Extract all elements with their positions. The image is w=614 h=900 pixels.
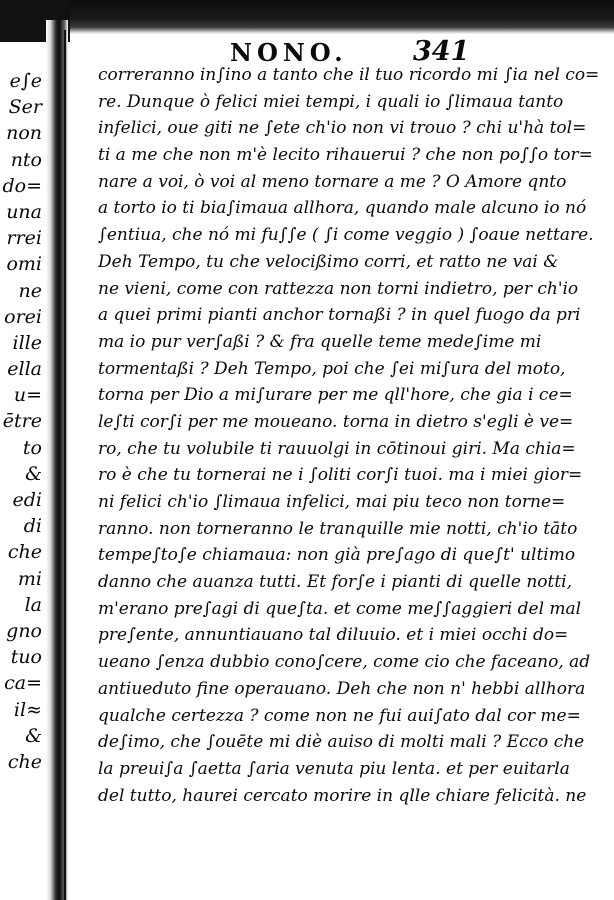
body-text-line: ma io pur ver∫aßi ? & fra quelle teme mede∫ime mi: [98, 331, 542, 352]
body-text-line: torna per Dio a mi∫urare per me qll'hore, che gia i ce=: [98, 385, 573, 406]
page-number: 341: [413, 36, 470, 67]
body-text-line: a torto io ti bia∫imaua allhora, quando male alcuno io nó: [98, 198, 587, 219]
body-text-line: m'erano pre∫agi di que∫ta. et come me∫∫aggieri del mal: [98, 598, 582, 619]
body-text-line: le∫ti cor∫i per me moueano. torna in dietro s'egli è ve=: [98, 411, 574, 432]
left-page-fragment-line: e∫e: [9, 70, 42, 92]
body-text-line: ne vieni, come con rattezza non torni indietro, per ch'io: [98, 278, 579, 299]
left-page-fragment-line: una: [6, 200, 42, 223]
left-page-fragment-line: nto: [10, 148, 42, 171]
body-text-line: danno che auanza tutti. Et for∫e i pianti di quelle notti,: [98, 572, 573, 593]
body-text-line: re. Dunque ò felici miei tempi, i quali io ∫limaua tanto: [98, 91, 564, 112]
body-text-line: a quei primi pianti anchor tornaßi ? in quel fuogo da pri: [98, 305, 581, 326]
left-page-fragment-line: non: [6, 122, 42, 145]
left-page-fragment-line: di: [23, 515, 42, 538]
left-page-fragment-line: ca=: [4, 672, 42, 695]
body-text-line: correranno in∫ino a tanto che il tuo ricordo mi ∫ia nel co=: [98, 65, 600, 85]
left-page-fragment-line: ne: [18, 279, 42, 302]
body-text-line: ueano ∫enza dubbio cono∫cere, come cio che faceano, ad: [98, 652, 591, 673]
left-page-fragment-line: rrei: [6, 227, 42, 250]
body-text-line: ti a me che non m'è lecito rihauerui ? che non po∫∫o tor=: [98, 145, 593, 166]
left-page-fragment-line: to: [22, 436, 42, 459]
body-text-line: de∫imo, che ∫ouēte mi diè auiso di molti mali ? Ecco che: [98, 732, 585, 753]
body-text-line: del tutto, haurei cercato morire in qlle chiare felicità. ne: [98, 785, 587, 806]
left-page-fragment-line: gno: [6, 619, 42, 642]
left-page-fragment-line: il≈: [13, 698, 42, 721]
body-text: [98, 62, 600, 809]
body-text-line: Deh Tempo, tu che velocißimo corri, et ratto ne vai &: [98, 251, 559, 272]
scan-top-edge: [0, 0, 614, 34]
left-page-fragment-line: mi: [17, 567, 42, 590]
left-page-fragment-line: edi: [12, 489, 42, 511]
left-page-fragment-line: u=: [13, 384, 42, 407]
left-page-fragment-line: che: [7, 750, 42, 773]
body-text-line: nare a voi, ò voi al meno tornare a me ? O Amore qnto: [98, 171, 567, 192]
body-text-line: ni felici ch'io ∫limaua infelici, mai piu teco non torne=: [98, 492, 566, 512]
body-text-line: infelici, oue giti ne ∫ete ch'io non vi trouo ? chi u'hà tol=: [98, 118, 587, 139]
body-text-line: ro è che tu tornerai ne i ∫oliti cor∫i tuoi. ma i miei gior=: [98, 465, 583, 486]
left-page-fragment-line: che: [7, 541, 42, 564]
left-page-fragment-line: orei: [4, 305, 42, 328]
page-edge-line: [64, 30, 66, 900]
body-text-line: ranno. non torneranno le tranquille mie notti, ch'io tāto: [98, 518, 578, 539]
left-page-fragment-line: &: [25, 724, 42, 747]
body-text-line: pre∫ente, annuntiauano tal diluuio. et i miei occhi do=: [98, 625, 569, 646]
left-page-fragment-line: ella: [7, 358, 42, 381]
left-page-fragment-line: Ser: [8, 96, 42, 119]
body-text-line: antiueduto fine operauano. Deh che non n' hebbi allhora: [98, 678, 586, 699]
left-page-fragment-line: la: [24, 593, 42, 616]
body-text-line: tormentaßi ? Deh Tempo, poi che ∫ei mi∫ura del moto,: [98, 358, 566, 379]
left-page-fragment-line: omi: [6, 253, 42, 276]
left-page-fragment-line: do=: [2, 174, 42, 197]
left-page-text-fragments: [0, 68, 44, 775]
body-text-line: la preui∫a ∫aetta ∫aria venuta piu lenta. et per euitarla: [98, 758, 570, 779]
body-text-line: qualche certezza ? come non ne fui aui∫ato dal cor me=: [98, 705, 581, 726]
body-text-line: ro, che tu volubile ti rauuolgi in cōtinoui giri. Ma chia=: [98, 438, 576, 459]
running-header-title: NONO.: [230, 38, 348, 67]
left-page-fragment-line: ille: [12, 331, 42, 354]
left-page-fragment-line: ētre: [2, 410, 42, 433]
body-text-line: tempe∫to∫e chiamaua: non già pre∫ago di que∫t' ultimo: [98, 545, 576, 566]
left-page-fragment-line: &: [25, 462, 42, 485]
body-text-line: ∫entiua, che nó mi fu∫∫e ( ∫i come veggio ) ∫oaue nettare.: [98, 225, 594, 246]
left-page-fragment-line: tuo: [10, 646, 42, 669]
